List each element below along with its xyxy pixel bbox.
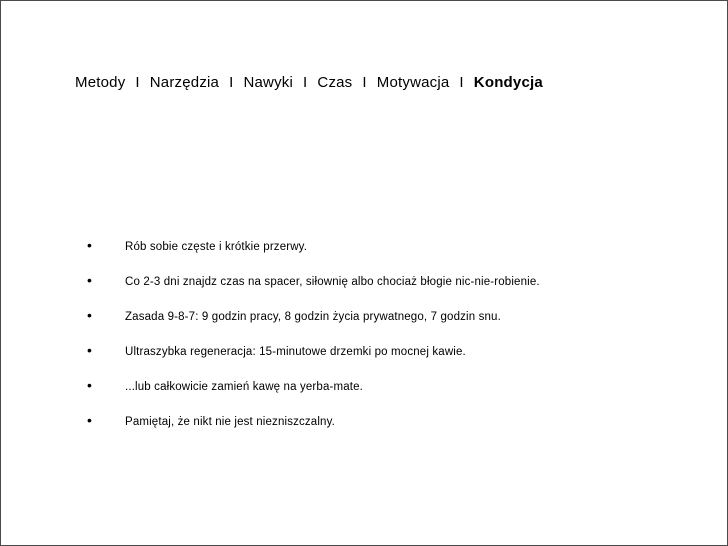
nav-item-nawyki[interactable]: Nawyki [243, 74, 294, 91]
list-item [87, 307, 687, 342]
list-item-text: Zasada 9-8-7: 9 godzin pracy, 8 godzin życia prywatnego, 7 godzin snu. [125, 311, 501, 323]
nav-separator: I [362, 74, 367, 91]
section-navigation [75, 74, 543, 91]
nav-separator: I [303, 74, 308, 91]
nav-item-kondycja[interactable]: Kondycja [473, 74, 543, 91]
bullet-list [87, 237, 687, 447]
bullet-marker: • [87, 412, 93, 428]
list-item [87, 272, 687, 307]
bullet-marker: • [87, 342, 93, 358]
list-item [87, 377, 687, 412]
list-item-text: Pamiętaj, że nikt nie jest niezniszczalny. [125, 416, 335, 428]
bullet-marker: • [87, 307, 93, 323]
nav-item-czas[interactable]: Czas [317, 74, 353, 91]
list-item-text: Ultraszybka regeneracja: 15-minutowe drzemki po mocnej kawie. [125, 346, 466, 358]
nav-separator: I [229, 74, 234, 91]
nav-separator: I [459, 74, 464, 91]
nav-item-metody[interactable]: Metody [75, 74, 126, 91]
list-item-text: Co 2-3 dni znajdz czas na spacer, siłownię albo chociaż błogie nic-nie-robienie. [125, 276, 540, 288]
nav-separator: I [135, 74, 140, 91]
list-item [87, 237, 687, 272]
list-item [87, 342, 687, 377]
list-item-text: Rób sobie częste i krótkie przerwy. [125, 241, 308, 253]
bullet-marker: • [87, 272, 93, 288]
nav-item-narzedzia[interactable]: Narzędzia [149, 74, 220, 91]
nav-item-motywacja[interactable]: Motywacja [376, 74, 450, 91]
list-item-text: ...lub całkowicie zamień kawę na yerba-mate. [125, 381, 363, 393]
bullet-marker: • [87, 377, 93, 393]
list-item [87, 412, 687, 447]
bullet-marker: • [87, 237, 93, 253]
